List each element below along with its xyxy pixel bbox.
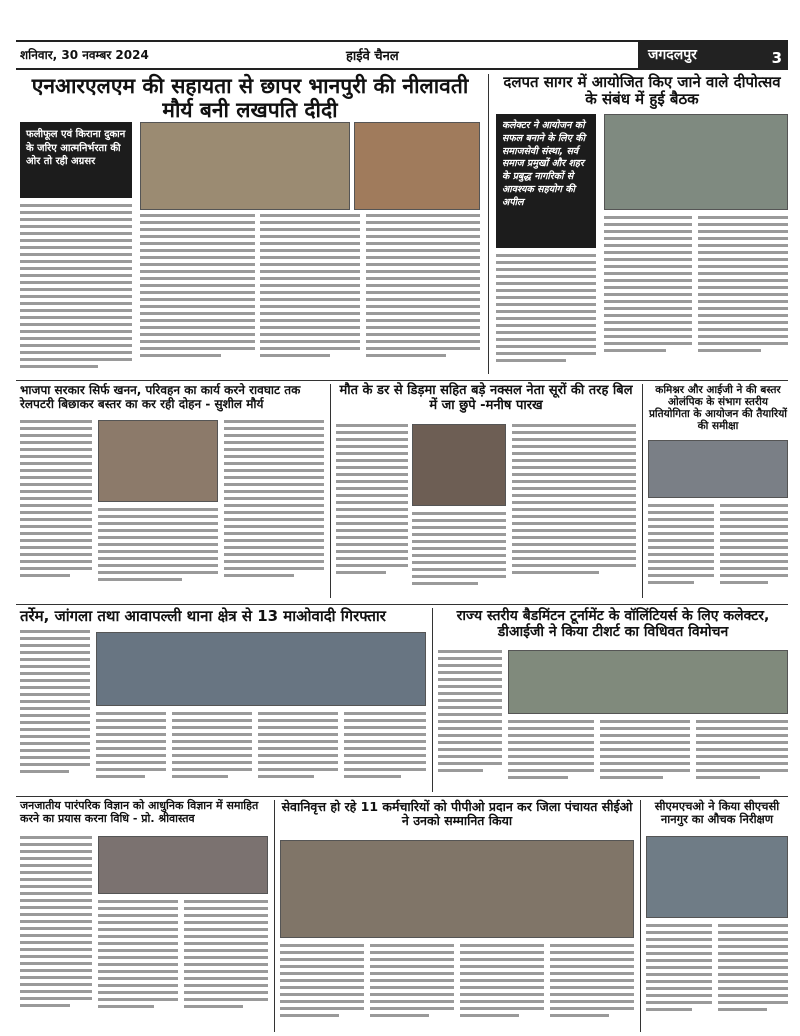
section-rule-2 [16, 604, 788, 605]
article-text-7b [508, 720, 594, 790]
headline-deepotsav: दलपत सागर में आयोजित किए जाने वाले दीपोत्सव के संबंध में हुई बैठक [503, 73, 781, 109]
article-text-3c [224, 420, 324, 598]
article-text-7c [600, 720, 690, 790]
article-text-9a [280, 944, 364, 1032]
side-callout-collector: कलेक्टर ने आयोजन को सफल बनाने के लिए की समाजसेवी संस्था, सर्व समाज प्रमुखों और शहर के प्रबुद्ध नागरिकों से आवश्यक सहयोग की अपील [496, 114, 596, 248]
column-rule [488, 74, 489, 374]
column-rule [642, 384, 643, 598]
meeting-photo [604, 114, 788, 210]
article-text-2a [496, 254, 596, 374]
tshirt-launch-photo [508, 650, 788, 714]
headline-sushil-maurya: भाजपा सरकार सिर्फ खनन, परिवहन का कार्य करने रावघाट तक रेलपटरी बिछाकर बस्तर का कर रही दोहन - सुशील मौर्य [20, 383, 301, 411]
masthead [16, 40, 788, 70]
headline-ppo-ceremony: सेवानिवृत्त हो रहे 11 कर्मचारियों को पीपीओ प्रदान कर जिला पंचायत सीईओ ने उनको सम्मानित किया [281, 799, 633, 829]
page-number: 3 [771, 49, 782, 67]
article-text-1c [260, 214, 360, 374]
article-text-3b [98, 508, 218, 598]
article-text-5a [648, 504, 714, 598]
article-text-4c [512, 424, 636, 598]
section-rule-1 [16, 380, 788, 381]
ppo-ceremony-photo [280, 840, 634, 938]
sushil-maurya-photo [98, 420, 218, 502]
column-rule [330, 384, 331, 598]
article-text-6e [344, 712, 426, 790]
article-text-8c [184, 900, 268, 1032]
column-rule [432, 608, 433, 792]
section-rule-3 [16, 796, 788, 797]
manish-parakh-photo [412, 424, 506, 506]
side-callout-kirana: फलीफूल एवं किराना दुकान के जरिए आत्मनिर्भरता की ओर तो रही अग्रसर [20, 122, 132, 198]
article-text-10b [718, 924, 788, 1032]
article-text-6d [258, 712, 338, 790]
column-rule [274, 800, 275, 1032]
headline-tribal-science: जनजातीय पारंपरिक विज्ञान को आधुनिक विज्ञान में समाहित करने का प्रयास करना विधि - प्रो. श्रीवास्तव [20, 799, 259, 825]
article-text-7a [438, 650, 502, 790]
headline-maoists-arrested: तर्रेम, जांगला तथा आवापल्ली थाना क्षेत्र से 13 माओवादी गिरफ्तार [20, 607, 386, 625]
article-text-8b [98, 900, 178, 1032]
article-text-5b [720, 504, 788, 598]
arrested-maoists-photo [96, 632, 426, 706]
article-text-6a [20, 630, 90, 790]
article-text-9d [550, 944, 634, 1032]
article-text-4b [412, 512, 506, 598]
article-text-4a [336, 424, 408, 598]
paper-name: हाईवे चैनल [346, 49, 399, 64]
city-banner [638, 42, 788, 68]
article-text-1a [20, 204, 132, 374]
seminar-photo [98, 836, 268, 894]
headline-bastar-olympic: कमिश्नर और आईजी ने की बस्तर ओलंपिक के संभाग स्तरीय प्रतियोगिता के आयोजन की तैयारियों की समीक्षा [648, 384, 788, 433]
article-text-2b [604, 216, 692, 374]
hospital-inspection-photo [646, 836, 788, 918]
article-text-9c [460, 944, 544, 1032]
article-text-6c [172, 712, 252, 790]
headline-cmho-inspection: सीएमएचओ ने किया सीएचसी नानगुर का औचक निरीक्षण [654, 799, 780, 827]
article-text-1b [140, 214, 255, 374]
article-text-8a [20, 836, 92, 1032]
shop-photo [140, 122, 350, 210]
city-name: जगदलपुर [648, 47, 697, 63]
commissioner-meeting-photo [648, 440, 788, 498]
article-text-3a [20, 420, 92, 598]
article-text-1d [366, 214, 480, 374]
headline-lakhpati-didi: एनआरएलएम की सहायता से छापर भानपुरी की नीलावती मौर्य बनी लखपति दीदी [31, 74, 469, 123]
article-text-7d [696, 720, 788, 790]
column-rule [640, 800, 641, 1032]
article-text-2c [698, 216, 788, 374]
issue-date: शनिवार, 30 नवम्बर 2024 [20, 48, 149, 62]
article-text-10a [646, 924, 712, 1032]
woman-photo [354, 122, 480, 210]
article-text-9b [370, 944, 454, 1032]
article-text-6b [96, 712, 166, 790]
headline-manish-parakh: मौत के डर से डिड़मा सहित बड़े नक्सल नेता सूरों की तरह बिल में जा छुपे -मनीष पारख [339, 383, 633, 413]
headline-badminton-tshirt: राज्य स्तरीय बैडमिंटन टूर्नामेंट के वॉलिंटियर्स के लिए कलेक्टर, डीआईजी ने किया टीशर्ट का विधिवत विमोचन [456, 608, 770, 641]
